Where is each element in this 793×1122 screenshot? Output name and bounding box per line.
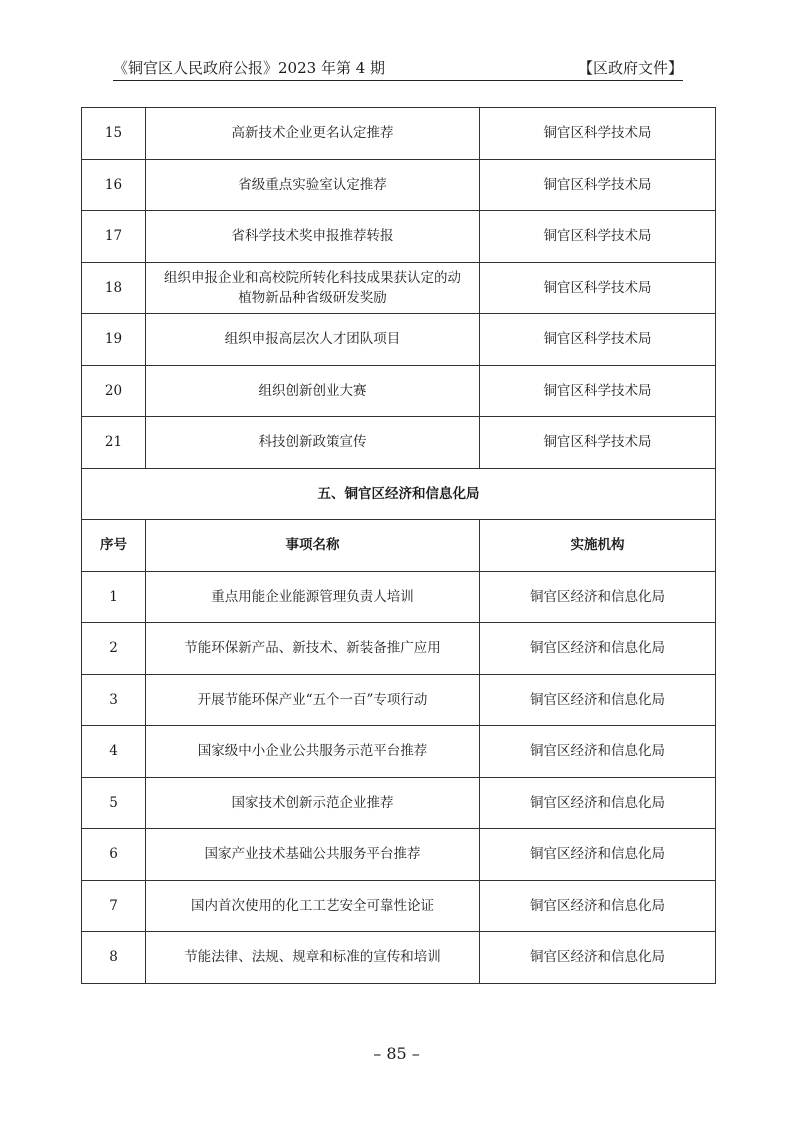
table-row [82, 932, 716, 984]
matter-name: 组织申报高层次人才团队项目 [146, 314, 480, 366]
page-number: – 85 – [373, 1044, 420, 1063]
table-row [82, 159, 716, 211]
matter-name: 组织申报企业和高校院所转化科技成果获认定的动植物新品种省级研发奖励 [146, 262, 480, 314]
table-row [82, 262, 716, 314]
matter-name: 科技创新政策宣传 [146, 417, 480, 469]
row-number: 17 [82, 211, 146, 263]
implementing-agency: 铜官区科学技术局 [480, 417, 716, 469]
row-number: 6 [82, 829, 146, 881]
matter-name: 省级重点实验室认定推荐 [146, 159, 480, 211]
matter-name: 节能法律、法规、规章和标准的宣传和培训 [146, 932, 480, 984]
table-row [82, 571, 716, 623]
matters-table [81, 107, 716, 984]
table-row [82, 623, 716, 675]
implementing-agency: 铜官区经济和信息化局 [480, 932, 716, 984]
table-row [82, 829, 716, 881]
matter-name: 节能环保新产品、新技术、新装备推广应用 [146, 623, 480, 675]
bulletin-title: 《铜官区人民政府公报》2023 年第 4 期 [113, 59, 386, 77]
table-row [82, 314, 716, 366]
matter-name: 国家产业技术基础公共服务平台推荐 [146, 829, 480, 881]
page-header [113, 55, 683, 81]
row-number: 15 [82, 108, 146, 160]
implementing-agency: 铜官区科学技术局 [480, 159, 716, 211]
matter-name: 开展节能环保产业“五个一百”专项行动 [146, 674, 480, 726]
section-header-row [82, 468, 716, 520]
row-number: 3 [82, 674, 146, 726]
implementing-agency: 铜官区经济和信息化局 [480, 829, 716, 881]
row-number: 2 [82, 623, 146, 675]
row-number: 7 [82, 880, 146, 932]
matter-name: 国家技术创新示范企业推荐 [146, 777, 480, 829]
implementing-agency: 铜官区经济和信息化局 [480, 726, 716, 778]
table-row [82, 726, 716, 778]
implementing-agency: 铜官区科学技术局 [480, 108, 716, 160]
row-number: 19 [82, 314, 146, 366]
implementing-agency: 铜官区经济和信息化局 [480, 880, 716, 932]
matter-name: 高新技术企业更名认定推荐 [146, 108, 480, 160]
row-number: 16 [82, 159, 146, 211]
implementing-agency: 铜官区科学技术局 [480, 262, 716, 314]
table-row [82, 365, 716, 417]
implementing-agency: 铜官区经济和信息化局 [480, 674, 716, 726]
matter-name: 重点用能企业能源管理负责人培训 [146, 571, 480, 623]
matter-name: 国内首次使用的化工工艺安全可靠性论证 [146, 880, 480, 932]
document-category: 【区政府文件】 [577, 59, 683, 77]
matter-name: 组织创新创业大赛 [146, 365, 480, 417]
table-row [82, 674, 716, 726]
row-number: 21 [82, 417, 146, 469]
column-header-number: 序号 [82, 520, 146, 572]
row-number: 1 [82, 571, 146, 623]
row-number: 18 [82, 262, 146, 314]
matter-name: 省科学技术奖申报推荐转报 [146, 211, 480, 263]
table-row [82, 880, 716, 932]
implementing-agency: 铜官区科学技术局 [480, 314, 716, 366]
table-row [82, 108, 716, 160]
column-header-agency: 实施机构 [480, 520, 716, 572]
column-header-row [82, 520, 716, 572]
table-row [82, 777, 716, 829]
row-number: 8 [82, 932, 146, 984]
header-divider [113, 80, 683, 81]
table-row [82, 211, 716, 263]
section-title: 五、铜官区经济和信息化局 [82, 468, 716, 520]
matter-name: 国家级中小企业公共服务示范平台推荐 [146, 726, 480, 778]
implementing-agency: 铜官区经济和信息化局 [480, 623, 716, 675]
row-number: 20 [82, 365, 146, 417]
implementing-agency: 铜官区科学技术局 [480, 365, 716, 417]
implementing-agency: 铜官区经济和信息化局 [480, 571, 716, 623]
row-number: 5 [82, 777, 146, 829]
table-row [82, 417, 716, 469]
column-header-matter: 事项名称 [146, 520, 480, 572]
implementing-agency: 铜官区经济和信息化局 [480, 777, 716, 829]
implementing-agency: 铜官区科学技术局 [480, 211, 716, 263]
row-number: 4 [82, 726, 146, 778]
